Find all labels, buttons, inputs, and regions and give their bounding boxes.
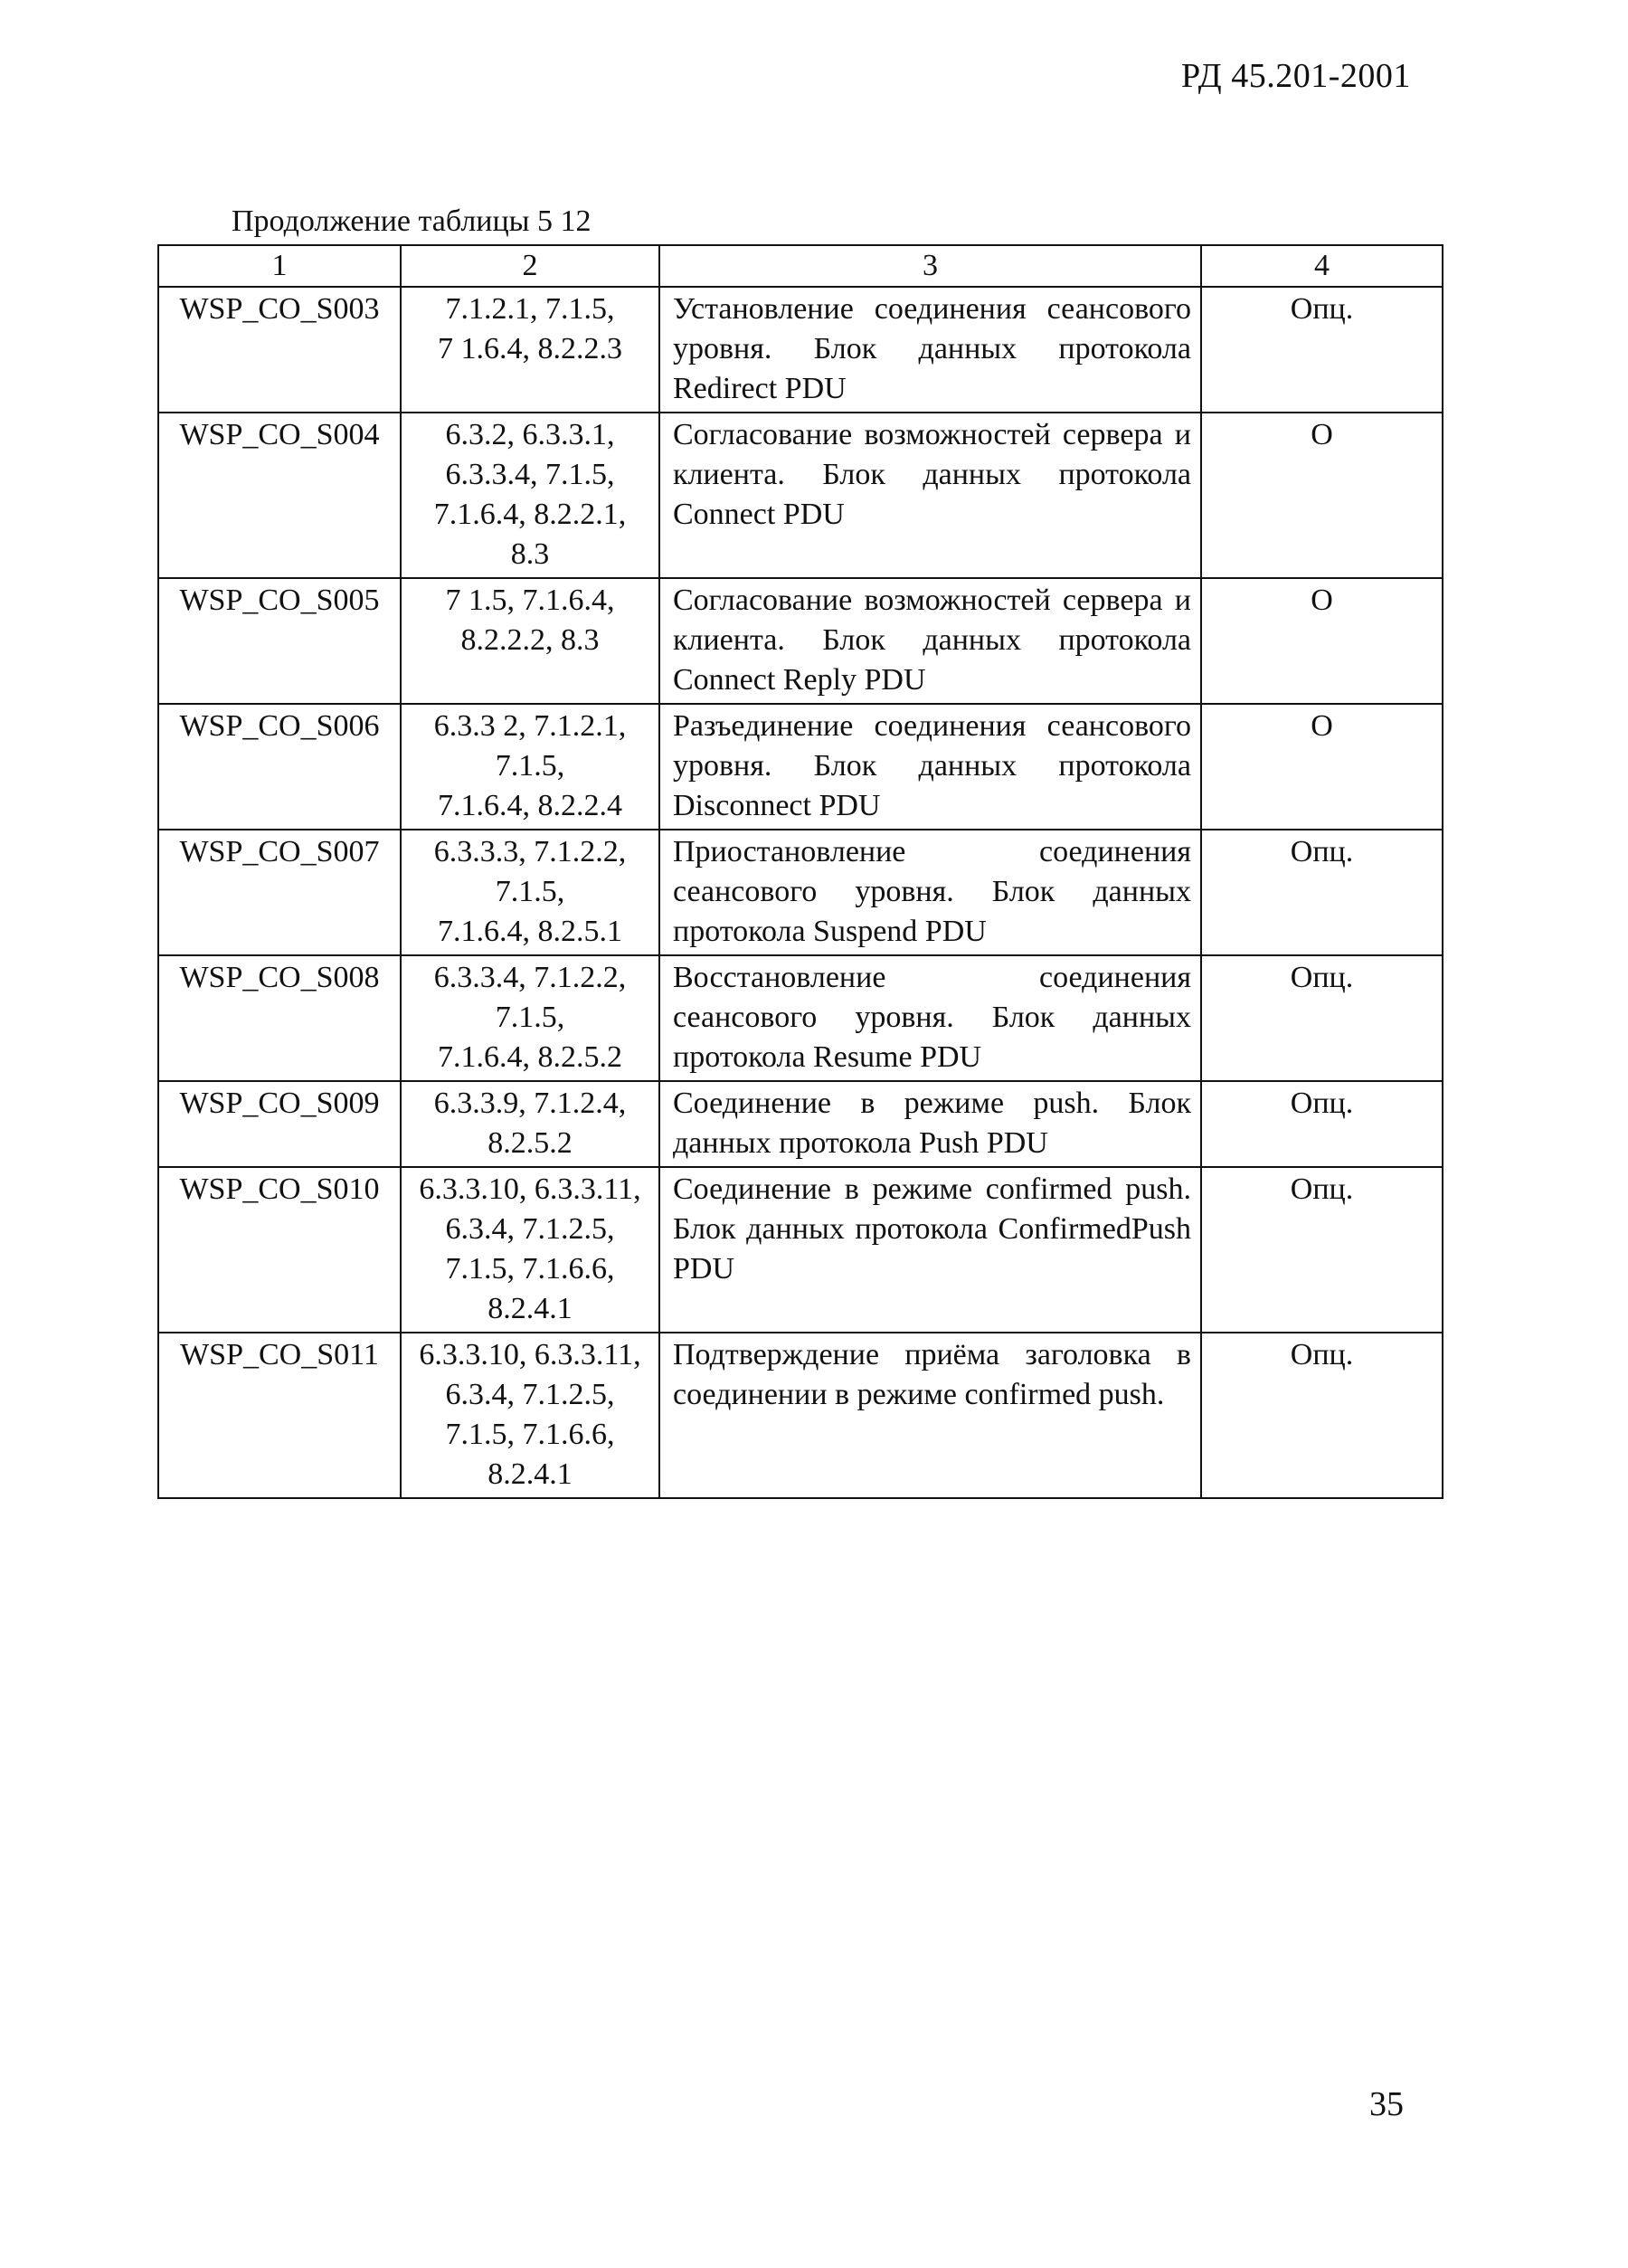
table-row [158, 1333, 1443, 1498]
requirement-id: WSP_CO_S003 [158, 287, 401, 413]
table-row [158, 578, 1443, 704]
column-number: 3 [659, 245, 1201, 287]
requirement-status: Опц. [1201, 1081, 1443, 1167]
requirement-id: WSP_CO_S011 [158, 1333, 401, 1498]
table-row [158, 1081, 1443, 1167]
requirement-id: WSP_CO_S004 [158, 413, 401, 578]
spec-table [157, 244, 1443, 1499]
table-row [158, 1167, 1443, 1333]
requirement-description: Согласование возможностей сервера и клиента. Блок данных протокола Connect PDU [659, 413, 1201, 578]
requirement-description: Приостановление соединения сеансового уровня. Блок данных протокола Suspend PDU [659, 830, 1201, 955]
section-references: 6.3.3.9, 7.1.2.4, 8.2.5.2 [401, 1081, 659, 1167]
table-caption: Продолжение таблицы 5 12 [232, 204, 592, 238]
section-references: 6.3.3.10, 6.3.3.11, 6.3.4, 7.1.2.5, 7.1.5, 7.1.6.6, 8.2.4.1 [401, 1167, 659, 1333]
section-references: 6.3.3 2, 7.1.2.1, 7.1.5, 7.1.6.4, 8.2.2.4 [401, 704, 659, 830]
section-references: 6.3.3.10, 6.3.3.11, 6.3.4, 7.1.2.5, 7.1.5, 7.1.6.6, 8.2.4.1 [401, 1333, 659, 1498]
requirement-status: Опц. [1201, 955, 1443, 1081]
requirement-id: WSP_CO_S008 [158, 955, 401, 1081]
requirement-id: WSP_CO_S006 [158, 704, 401, 830]
column-number: 2 [401, 245, 659, 287]
requirement-status: Опц. [1201, 1333, 1443, 1498]
table-row [158, 955, 1443, 1081]
requirement-id: WSP_CO_S005 [158, 578, 401, 704]
requirement-description: Соединение в режиме push. Блок данных протокола Push PDU [659, 1081, 1201, 1167]
requirement-status: Опц. [1201, 830, 1443, 955]
requirement-status: Опц. [1201, 287, 1443, 413]
section-references: 6.3.3.3, 7.1.2.2, 7.1.5, 7.1.6.4, 8.2.5.1 [401, 830, 659, 955]
table-row [158, 287, 1443, 413]
table-row [158, 704, 1443, 830]
table-row [158, 830, 1443, 955]
section-references: 6.3.3.4, 7.1.2.2, 7.1.5, 7.1.6.4, 8.2.5.2 [401, 955, 659, 1081]
section-references: 7 1.5, 7.1.6.4, 8.2.2.2, 8.3 [401, 578, 659, 704]
column-number: 4 [1201, 245, 1443, 287]
table-row [158, 413, 1443, 578]
requirement-status: О [1201, 413, 1443, 578]
section-references: 6.3.2, 6.3.3.1, 6.3.3.4, 7.1.5, 7.1.6.4, 8.2.2.1, 8.3 [401, 413, 659, 578]
requirement-description: Соединение в режиме confirmed push. Блок данных протокола ConfirmedPush PDU [659, 1167, 1201, 1333]
requirement-status: О [1201, 704, 1443, 830]
column-number-row [158, 245, 1443, 287]
page-number: 35 [1369, 2085, 1404, 2123]
column-number: 1 [158, 245, 401, 287]
requirement-description: Согласование возможностей сервера и клиента. Блок данных протокола Connect Reply PDU [659, 578, 1201, 704]
requirement-description: Восстановление соединения сеансового уровня. Блок данных протокола Resume PDU [659, 955, 1201, 1081]
requirement-description: Установление соединения сеансового уровня. Блок данных протокола Redirect PDU [659, 287, 1201, 413]
requirement-id: WSP_CO_S007 [158, 830, 401, 955]
requirement-id: WSP_CO_S010 [158, 1167, 401, 1333]
requirement-description: Разъединение соединения сеансового уровня. Блок данных протокола Disconnect PDU [659, 704, 1201, 830]
requirement-id: WSP_CO_S009 [158, 1081, 401, 1167]
requirement-status: О [1201, 578, 1443, 704]
requirement-status: Опц. [1201, 1167, 1443, 1333]
requirement-description: Подтверждение приёма заголовка в соединении в режиме confirmed push. [659, 1333, 1201, 1498]
section-references: 7.1.2.1, 7.1.5, 7 1.6.4, 8.2.2.3 [401, 287, 659, 413]
document-code: РД 45.201-2001 [1181, 57, 1411, 95]
